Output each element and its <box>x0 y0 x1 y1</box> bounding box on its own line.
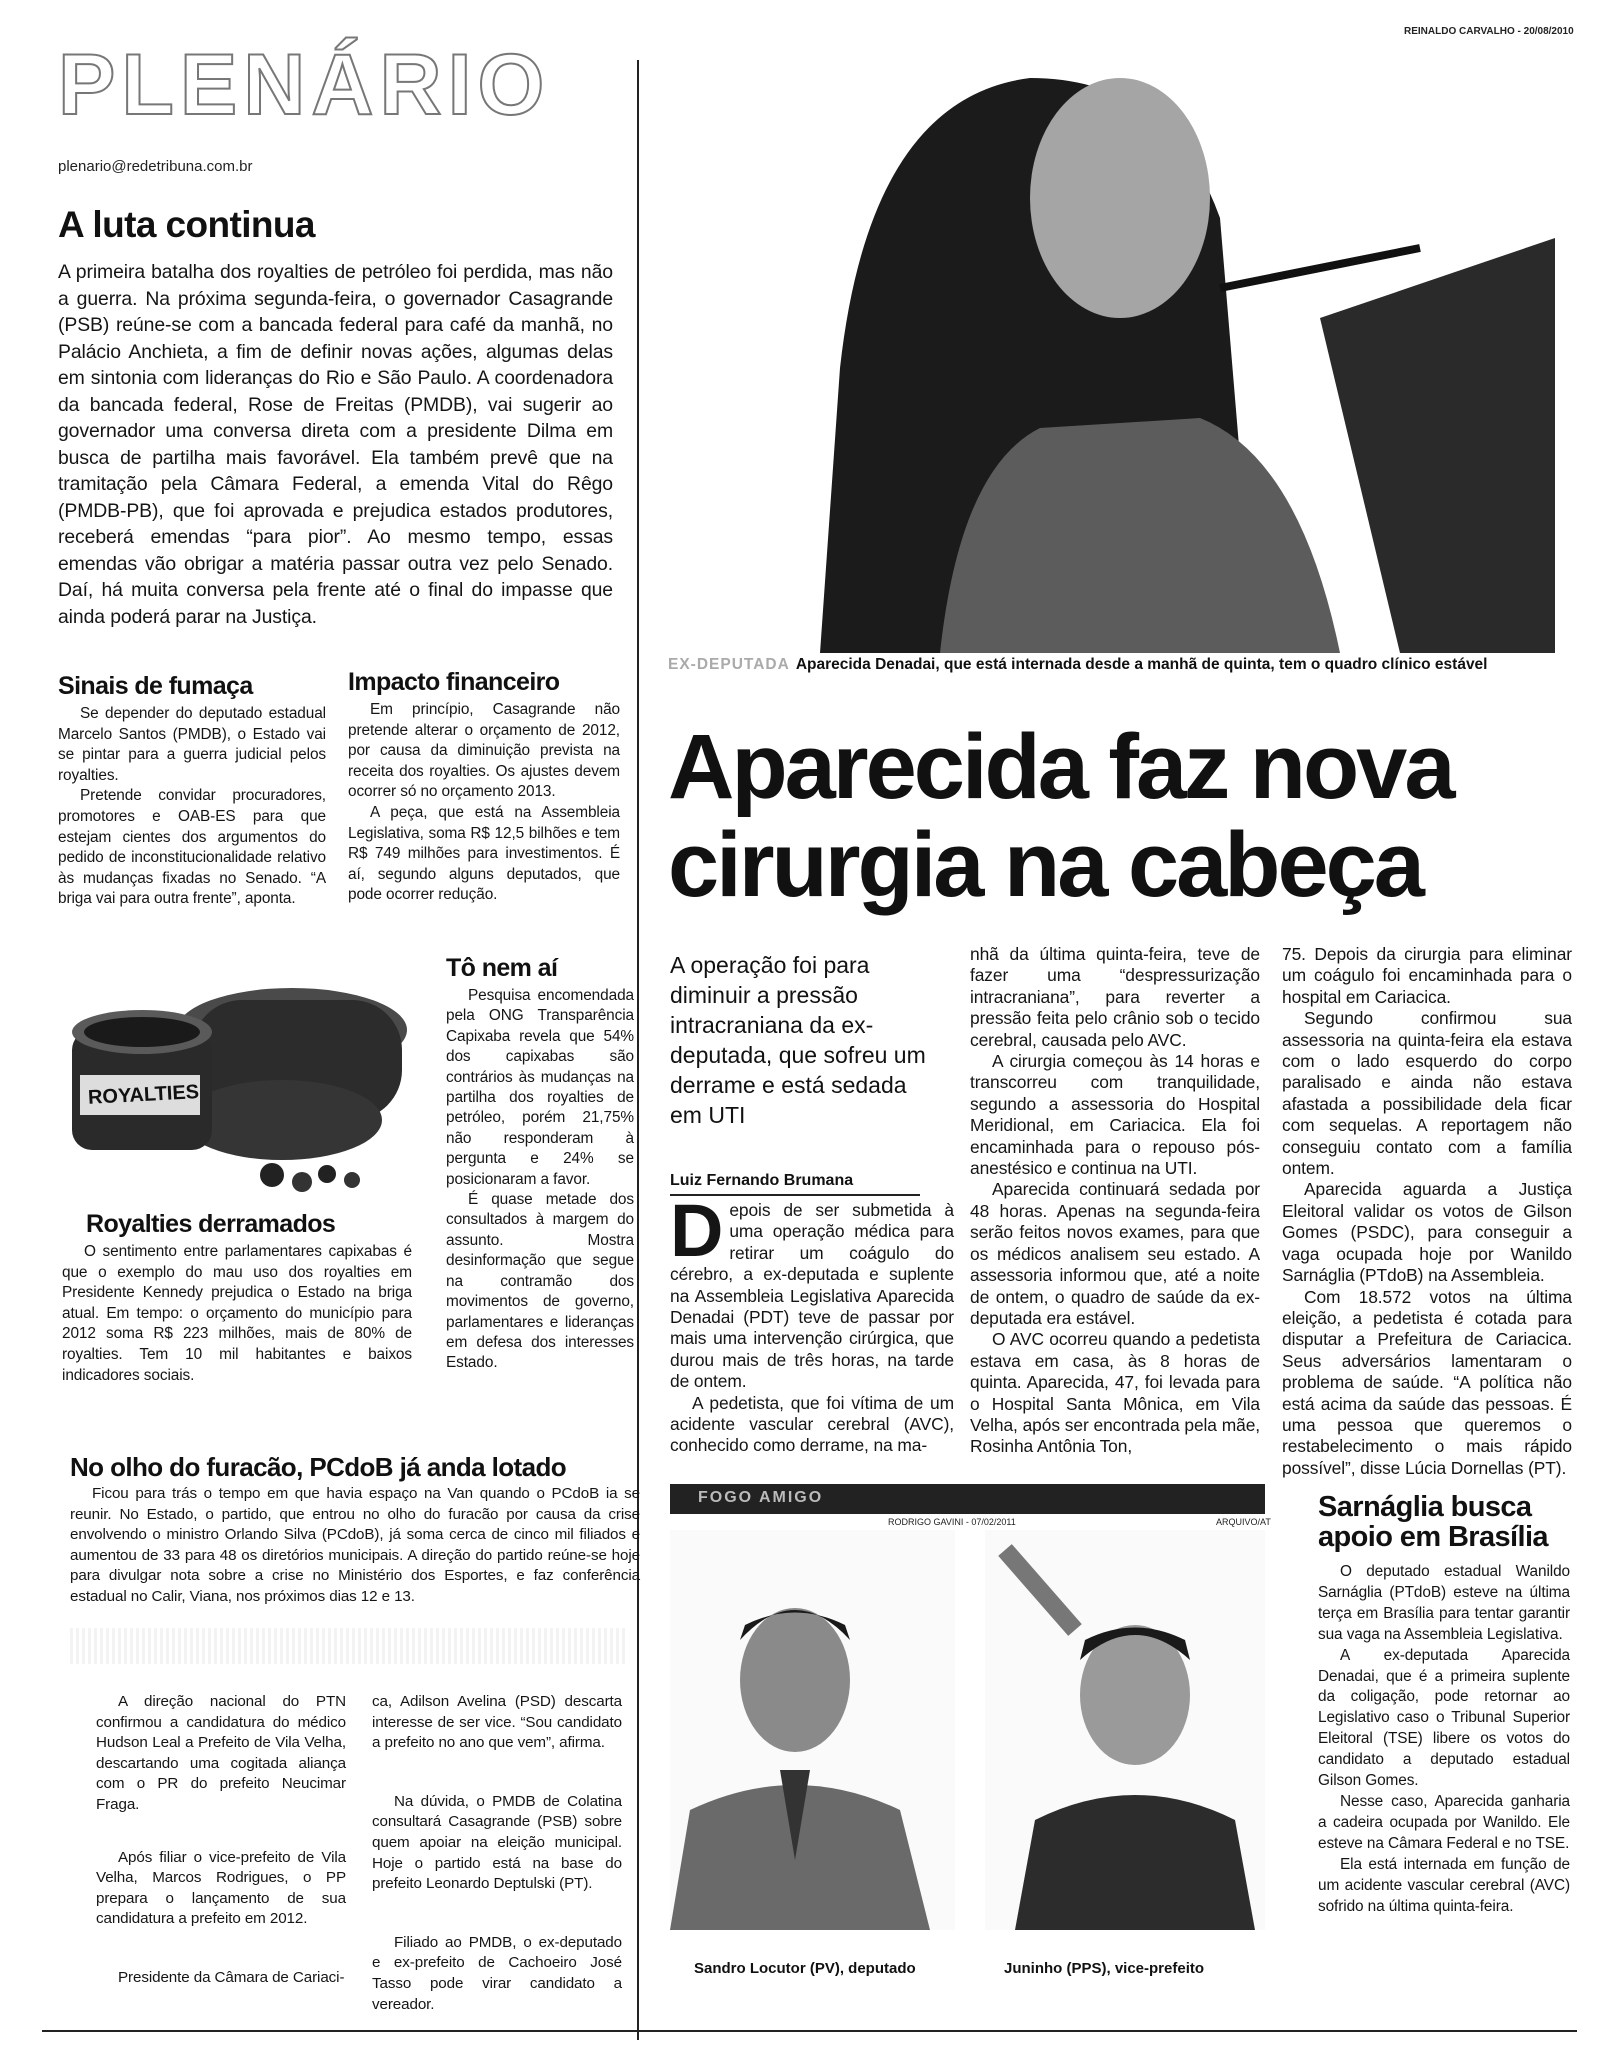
article-paragraph: Aparecida continuará sedada por 48 horas. Apenas na segunda-feira serão feitos novos exames, para que os médicos analisem seu estado. A assessoria informou que, até a noite de ontem, o quadro de saúde da ex-deputada era estável. <box>970 1179 1260 1328</box>
headline <box>668 718 1453 914</box>
note-paragraph: Presidente da Câmara de Cariaci- <box>118 1968 345 1986</box>
column-title: A luta continua <box>58 204 315 245</box>
impacto-paragraph-1: Em princípio, Casagrande não pretende alterar o orçamento de 2012, por causa da diminuição prevista na receita dos royalties. Os ajustes devem ocorrer só no orçamento 2013. <box>348 701 620 801</box>
sarnaglia-paragraph: Ela está internada em função de um acidente vascular cerebral (AVC) sofrido na última quinta-feira. <box>1318 1855 1570 1915</box>
photo-band <box>670 1484 1265 1514</box>
juninho-portrait <box>985 1530 1265 1930</box>
sinais-paragraph-2: Pretende convidar procuradores, promotores e OAB-ES para que estejam cientes dos argumentos do pedido de inconstitucionalidade relativo às mudanças fixadas no Senado. “A briga vai para outra frente”, aponta. <box>58 787 326 908</box>
section-masthead <box>58 37 618 133</box>
sarnaglia-title <box>1318 1492 1548 1552</box>
photo1-credit: RODRIGO GAVINI - 07/02/2011 <box>888 1517 1016 1527</box>
article-paragraph: O AVC ocorreu quando a pedetista estava em casa, às 8 horas de quinta. Aparecida, 47, foi levada para o Hospital Santa Mônica, em Vila Velha, após ser encontrada pela mãe, Rosinha Antônia Ton, <box>970 1329 1260 1457</box>
tonemai-paragraph-1: Pesquisa encomendada pela ONG Transparência Capixaba revela que 54% dos capixabas são contrários às mudanças na partilha dos royalties de petróleo, porém 21,75% não responderam à pergunta e 24% se posicionaram a favor. <box>446 987 634 1188</box>
article-column-2 <box>970 944 1260 1458</box>
dropcap: D <box>670 1189 724 1272</box>
photo-caption-text: Aparecida Denadai, que está internada desde a manhã de quinta, tem o quadro clínico estável <box>795 656 1488 673</box>
vertical-rule <box>637 60 639 2040</box>
section-title: PLENÁRIO <box>58 37 551 133</box>
sarnaglia-paragraph: Nesse caso, Aparecida ganharia a cadeira ocupada por Wanildo. Ele esteve na Câmara Federal e no TSE. <box>1318 1792 1570 1852</box>
royalties-paragraph: O sentimento entre parlamentares capixabas é que o exemplo do mau uso dos royalties em Presidente Kennedy prejudica o Estado na briga atual. Em tempo: o orçamento do município para 2012 soma R$ 223 milhões, mais de 80% de royalties. Tem 10 mil habitantes e baixos indicadores sociais. <box>62 1243 412 1384</box>
notes-header-band <box>70 1628 625 1664</box>
photo1-caption: Sandro Locutor (PV), deputado <box>694 1960 916 1977</box>
pcdob-title: No olho do furacão, PCdoB já anda lotado <box>70 1452 567 1482</box>
sinais-paragraph-1: Se depender do deputado estadual Marcelo Santos (PMDB), o Estado vai se pintar para a guerra judicial pelos royalties. <box>58 705 326 784</box>
article-column-1 <box>670 1189 954 1457</box>
note-paragraph: Na dúvida, o PMDB de Colatina consultará Casagrande (PSB) sobre quem apoiar na eleição municipal. Hoje o partido está na base do prefeito Leonardo Deptulski (PT). <box>372 1792 622 1893</box>
barrel-label: ROYALTIES <box>87 1081 200 1109</box>
article-paragraph: Aparecida aguarda a Justiça Eleitoral validar os votos de Gilson Gomes (PSDC), para conseguir a vaga ocupada hoje por Wanildo Sarnáglia (PTdoB) na Assembleia. <box>1282 1179 1572 1286</box>
tonemai-text <box>446 986 634 1374</box>
portrait-illustration <box>700 38 1555 653</box>
pcdob-paragraph: Ficou para trás o tempo em que havia espaço na Van quando o PCdoB ia se reunir. No Estado, o partido, que entrou no olho do furacão por causa da crise envolvendo o ministro Orlando Silva (PCdoB), já soma cerca de cinco mil filiados e aumentou de 33 para 48 os diretórios municipais. A direção do partido reúne-se hoje para divulgar nota sobre a crise no Ministério dos Esportes, e faz conferência estadual no Calir, Viana, nos próximos dias 12 e 13. <box>70 1485 640 1605</box>
note-paragraph: Após filiar o vice-prefeito de Vila Velha, Marcos Rodrigues, o PP prepara o lançamento de sua candidatura a prefeito em 2012. <box>96 1848 346 1928</box>
note-paragraph: A direção nacional do PTN confirmou a candidatura do médico Hudson Leal a Prefeito de Vila Velha, descartando uma cogitada aliança com o PR do prefeito Neucimar Fraga. <box>96 1693 346 1813</box>
article-column-3 <box>1282 944 1572 1479</box>
notes-column-2 <box>372 1692 622 2015</box>
article-paragraph: A cirurgia começou às 14 horas e transcorreu com tranquilidade, segundo a assessoria do Hospital Meridional, em Cariacica. Ela foi encaminhada para o repouso pós-anestésico e continua na UTI. <box>970 1051 1260 1179</box>
headline-line: Aparecida faz nova <box>668 716 1453 818</box>
photo2-credit: ARQUIVO/AT <box>1216 1517 1271 1527</box>
tonemai-title: Tô nem aí <box>446 954 558 982</box>
royalties-title: Royalties derramados <box>86 1210 336 1238</box>
photo-juninho <box>985 1530 1265 1930</box>
photo2-caption: Juninho (PPS), vice-prefeito <box>1004 1960 1205 1977</box>
column-paragraph: A primeira batalha dos royalties de petróleo foi perdida, mas não a guerra. Na próxima segunda-feira, o governador Casagrande (PSB) reúne-se com a bancada federal para café da manhã, no Palácio Anchieta, a fim de definir novas ações, algumas delas em sintonia com lideranças do Rio e São Paulo. A coordenadora da bancada federal, Rose de Freitas (PMDB), vai sugerir ao governador uma conversa direta com a presidente Dilma em busca de partilha mais favorável. Ela também prevê que na tramitação pela Câmara Federal, a emenda Vital do Rêgo (PMDB-PB), que foi aprovada e prejudica estados produtores, receberá emendas “para pior”. Ao mesmo tempo, essas emendas vão obrigar a matéria passar outra vez pelo Senado. Daí, há muita conversa pela frente até o final do impasse que ainda poderá parar na Justiça. <box>58 261 613 628</box>
column-text <box>58 259 613 630</box>
photo-band-label: FOGO AMIGO <box>698 1489 824 1506</box>
article-paragraph: 75. Depois da cirurgia para eliminar um coágulo foi encaminhada para o hospital em Cariacica. <box>1282 944 1572 1007</box>
sarnaglia-title-line: apoio em Brasília <box>1318 1521 1548 1553</box>
article-paragraph: Segundo confirmou sua assessoria na quinta-feira ela estava com o lado esquerdo do corpo paralisado e ainda não estava afastada a possibilidade dela ficar com sequelas. A reportagem não conseguiu contato com a família ontem. <box>1282 1008 1572 1179</box>
byline: Luiz Fernando Brumana <box>670 1172 920 1196</box>
main-photo <box>700 38 1555 653</box>
photo-credit-top: REINALDO CARVALHO - 20/08/2010 <box>1404 26 1574 37</box>
article-paragraph: A pedetista, que foi vítima de um acidente vascular cerebral (AVC), conhecido como derrame, na ma- <box>670 1392 954 1456</box>
impacto-title: Impacto financeiro <box>348 668 560 696</box>
sarnaglia-text <box>1318 1562 1570 1917</box>
notes-column-1 <box>96 1692 346 1989</box>
sarnaglia-title-line: Sarnáglia busca <box>1318 1491 1532 1523</box>
article-paragraph: epois de ser submetida à uma operação médica para retirar um coágulo do cérebro, a ex-deputada e suplente na Assembleia Legislativa Aparecida Denadai (PDT) teve de passar por mais uma intervenção cirúrgica, que durou mais de três horas, na tarde de ontem. <box>670 1200 954 1392</box>
sandro-portrait <box>670 1530 955 1930</box>
photo-sandro <box>670 1530 955 1930</box>
article-paragraph: nhã da última quinta-feira, teve de fazer uma “despressurização intracraniana”, para reverter a pressão feita pelo crânio sob o tecido cerebral, causada pelo AVC. <box>970 944 1260 1050</box>
sarnaglia-paragraph: O deputado estadual Wanildo Sarnáglia (PTdoB) esteve na última terça em Brasília para tentar garantir sua vaga na Assembleia Legislativa. <box>1318 1563 1570 1643</box>
pcdob-text <box>70 1484 640 1608</box>
section-email: plenario@redetribuna.com.br <box>58 158 253 175</box>
bottom-rule <box>42 2030 1577 2032</box>
deck: A operação foi para diminuir a pressão intracraniana da ex-deputada, que sofreu um derrame e está sedada em UTI <box>670 952 926 1128</box>
article-paragraph: Com 18.572 votos na última eleição, a pedetista é cotada para disputar a Prefeitura de Cariacica. Seus adversários lamentaram o problema de saúde. “A política não está acima da saúde das pessoas. É uma pessoa que queremos o restabelecimento o mais rápido possível”, disse Lúcia Dornellas (PT). <box>1282 1286 1572 1478</box>
sarnaglia-paragraph: A ex-deputada Aparecida Denadai, que é a primeira suplente da coligação, pode retornar ao Legislativo caso o Tribunal Superior Eleitoral (TSE) libere os votos do candidato a deputado estadual Gilson Gomes. <box>1318 1646 1570 1790</box>
barrel-illustration <box>62 960 407 1205</box>
sinais-text <box>58 704 326 910</box>
note-paragraph: ca, Adilson Avelina (PSD) descarta interesse de ser vice. “Sou candidato a prefeito no ano que vem”, afirma. <box>372 1693 622 1752</box>
photo-caption <box>668 656 1558 674</box>
royalties-text <box>62 1242 412 1386</box>
sinais-title: Sinais de fumaça <box>58 672 253 700</box>
headline-line: cirurgia na cabeça <box>668 814 1422 916</box>
note-paragraph: Filiado ao PMDB, o ex-deputado e ex-prefeito de Cachoeiro José Tasso pode virar candidato a vereador. <box>372 1933 622 2013</box>
tonemai-paragraph-2: É quase metade dos consultados à margem do assunto. Mostra desinformação que segue na contramão dos movimentos de governo, parlamentares e lideranças em defesa dos interesses Estado. <box>446 1191 634 1372</box>
impacto-paragraph-2: A peça, que está na Assembleia Legislativa, soma R$ 12,5 bilhões e tem R$ 749 milhões para investimentos. É aí, segundo alguns deputados, que pode ocorrer redução. <box>348 803 620 904</box>
photo-caption-label: EX-DEPUTADA <box>668 656 790 673</box>
impacto-text <box>348 700 620 906</box>
royalties-barrel-image <box>62 960 407 1205</box>
